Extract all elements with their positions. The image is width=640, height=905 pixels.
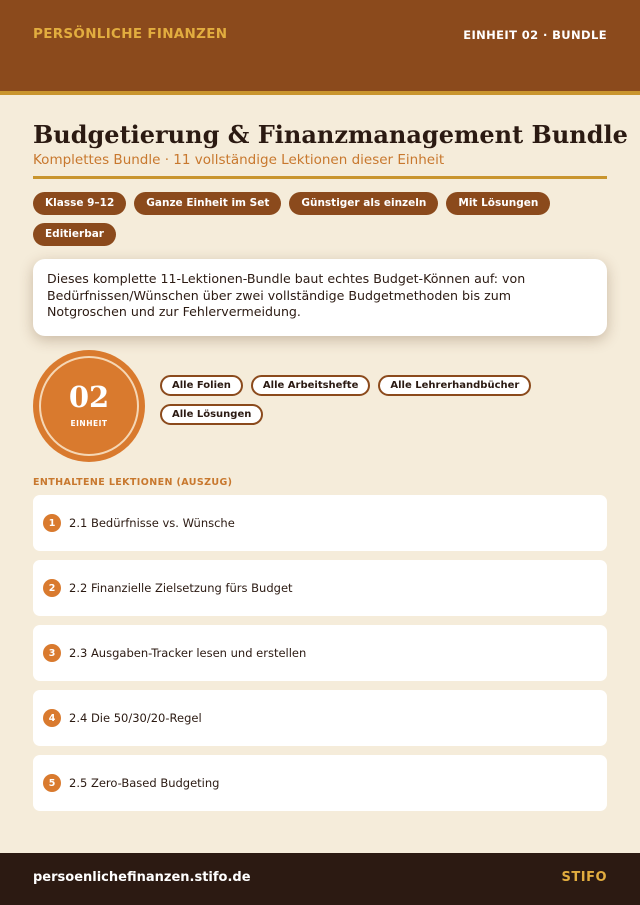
tag-grade: Klasse 9–12 [33,192,126,215]
description-card [33,259,607,336]
contents-item-slides: Alle Folien [160,375,243,396]
tag-editable: Editierbar [33,223,116,246]
tag-full-unit: Ganze Einheit im Set [134,192,281,215]
contents-list [160,375,607,425]
contents-item-teacher-guides: Alle Lehrerhandbücher [378,375,531,396]
page-subtitle: Komplettes Bundle · 11 vollständige Lektionen dieser Einheit [33,152,445,168]
lesson-title: 2.1 Bedürfnisse vs. Wünsche [69,516,235,530]
lesson-item [33,690,607,746]
lessons-section-label: ENTHALTENE LEKTIONEN (AUSZUG) [33,477,233,488]
lesson-item [33,755,607,811]
lesson-title: 2.3 Ausgaben-Tracker lesen und erstellen [69,646,307,660]
lesson-number: 4 [43,709,61,727]
lesson-title: 2.2 Finanzielle Zielsetzung fürs Budget [69,581,293,595]
lesson-item [33,625,607,681]
tag-solutions: Mit Lösungen [446,192,550,215]
lesson-title: 2.4 Die 50/30/20-Regel [69,711,202,725]
description-text: Dieses komplette 11-Lektionen-Bundle baut echtes Budget-Können auf: von Bedürfnissen/Wünschen über zwei vollständige Budgetmethoden bis zum Notgroschen und zur Fehlervermeidung. [47,271,526,319]
lesson-list [33,495,607,811]
footer-brand: STIFO [561,870,607,885]
title-divider [33,176,607,179]
brand-name: PERSÖNLICHE FINANZEN [33,26,228,42]
unit-badge-label: EINHEIT [70,419,108,428]
header-divider [0,91,640,95]
contents-item-solutions: Alle Lösungen [160,404,263,425]
lesson-number: 5 [43,774,61,792]
header-bar [0,0,640,91]
page-title: Budgetierung & Finanzmanagement Bundle [33,120,628,149]
footer-url: persoenlichefinanzen.stifo.de [33,870,251,885]
unit-badge-number: 02 [68,380,110,414]
lesson-number: 1 [43,514,61,532]
contents-item-workbooks: Alle Arbeitshefte [251,375,370,396]
lesson-number: 3 [43,644,61,662]
lesson-item [33,560,607,616]
lesson-title: 2.5 Zero-Based Budgeting [69,776,220,790]
lesson-number: 2 [43,579,61,597]
unit-label: EINHEIT 02 · BUNDLE [463,28,607,42]
lesson-item [33,495,607,551]
tag-list [33,192,607,246]
unit-badge [33,350,145,462]
footer-bar [0,853,640,905]
tag-cheaper: Günstiger als einzeln [289,192,438,215]
